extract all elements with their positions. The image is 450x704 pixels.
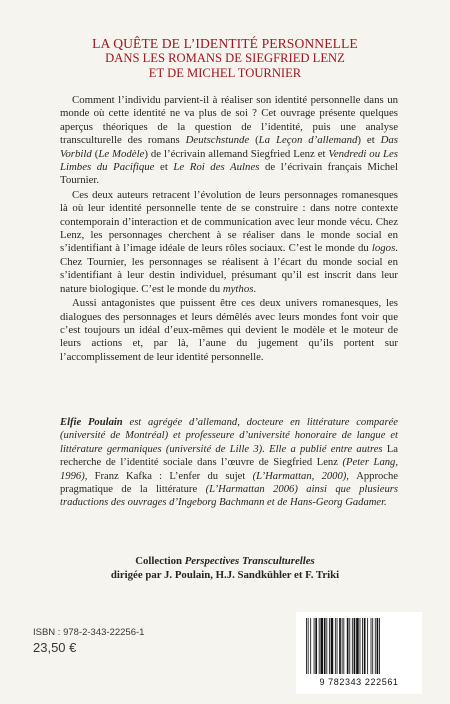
summary-paragraph-3: Aussi antagonistes que puissent être ces deux univers romanesques, les dialogues des personnages et leurs démêlés avec leurs mondes font voir que c’est toujours un idéal d’eux-mêmes qui devient le modèle et le moteur de leurs actions et, par là, l’aune du jugement qu’ils portent sur l’accomplissement de leur identité personnelle. xyxy=(60,297,398,363)
title-ref: Das Vorbild xyxy=(60,134,398,160)
barcode-bar xyxy=(339,618,341,674)
work-title: La recherche de l’identité sociale dans l’œuvre de Siegfried Lenz xyxy=(60,443,398,469)
title-line-1: LA QUÊTE DE L’IDENTITÉ PERSONNELLE xyxy=(92,36,358,51)
term: logos xyxy=(371,242,396,255)
text: de l’écrivain français Michel Tournier. xyxy=(60,161,398,187)
barcode-bar xyxy=(335,618,336,674)
barcode-bars xyxy=(304,618,414,676)
book-summary xyxy=(60,94,398,364)
collection-info xyxy=(40,555,410,582)
text: (L’Harmattan 2006) ainsi que plusieurs traductions des ouvrages d’Ingeborg Bachmann et de Hans-Georg Gadamer. xyxy=(60,484,398,509)
text: ) de l’écrivain allemand Siegfried Lenz et xyxy=(144,147,329,160)
text: Collection xyxy=(135,555,185,567)
barcode-bar xyxy=(310,618,311,674)
text: (Peter Lang, 1996), xyxy=(60,457,398,482)
term: mythos xyxy=(222,282,254,295)
collection-line-2: dirigée par J. Poulain, H.J. Sandkühler et F. Triki xyxy=(110,568,340,581)
barcode-bar xyxy=(356,618,359,674)
barcode-bar xyxy=(343,618,344,674)
title-ref: La Leçon d’allemand xyxy=(258,134,358,147)
title-ref: Deutschstunde xyxy=(185,134,250,147)
author-name: Elfie Poulain xyxy=(60,417,123,428)
author-bio xyxy=(60,416,398,510)
work-title: Approche pragmatique de la littérature xyxy=(60,470,398,496)
text: Ces deux auteurs retracent l’évolution de leurs personnages romanesques là où leur identité personnelle tente de se construire : dans notre contexte contemporain d’interaction et de communication avec leur monde vécu. Chez Lenz, les personnages cherchent à se réaliser dans le monde social en s’identifiant à l’image idéale de leurs rôles sociaux. C’est le monde du xyxy=(60,188,398,255)
barcode-bar xyxy=(367,618,368,674)
title-ref: Le Modèle xyxy=(98,147,145,160)
barcode-digits: 9 782343 222561 xyxy=(319,677,399,687)
collection-line-1 xyxy=(40,555,410,569)
barcode-bar xyxy=(379,618,380,674)
text: ) et xyxy=(357,134,381,147)
barcode-bar xyxy=(347,618,349,674)
work-title: Franz Kafka : L’enfer du sujet xyxy=(94,470,246,482)
price: 23,50 € xyxy=(33,640,77,655)
title-line-3: ET DE MICHEL TOURNIER xyxy=(148,66,302,80)
text: ( xyxy=(249,134,259,147)
barcode-bar xyxy=(315,618,317,674)
barcode-bar xyxy=(331,618,334,674)
title-ref: Le Roi des Aulnes xyxy=(173,161,260,174)
text: est agrégée d’allemand, docteure en littérature comparée (université de Montréal) et professeure d’université honoraire de langue et littérature germaniques (université de Lille 3). Elle a publié entre autres xyxy=(60,417,398,455)
barcode xyxy=(296,612,422,694)
barcode-bar xyxy=(329,618,330,674)
barcode-bar xyxy=(314,618,315,674)
book-title xyxy=(40,36,410,81)
text: . xyxy=(253,282,257,295)
summary-paragraph-2 xyxy=(60,189,398,296)
text: . Chez Tournier, les personnages se réalisent à l’écart du monde social en s’identifiant à leur destin individuel, présumant qu’il est inscrit dans leur nature biologique. C’est le monde du xyxy=(60,242,398,295)
barcode-bar xyxy=(324,618,326,674)
summary-paragraph-1 xyxy=(60,94,398,188)
barcode-bar xyxy=(360,618,361,674)
barcode-bar xyxy=(308,618,309,674)
barcode-bar xyxy=(320,618,323,674)
barcode-bar xyxy=(306,618,307,674)
barcode-bar xyxy=(371,618,372,674)
text: Comment l’individu parvient-il à réaliser son identité personnelle dans un monde où cette identité ne va plus de soi ? Cet ouvrage présente quelques aperçus théoriques de la question de l’identité, puis une analyse transculturelle des romans xyxy=(60,94,398,147)
text: ( xyxy=(91,147,99,160)
barcode-bar xyxy=(377,618,379,674)
barcode-bar xyxy=(337,618,338,674)
barcode-bar xyxy=(362,618,363,674)
title-ref: Vendredi ou Les Limbes du Pacifique xyxy=(60,147,399,174)
barcode-bar xyxy=(354,618,356,674)
collection-name: Perspectives Transculturelles xyxy=(184,555,315,567)
barcode-bar xyxy=(342,618,343,674)
barcode-bar xyxy=(352,618,353,674)
text: et xyxy=(154,161,174,174)
barcode-bar xyxy=(349,618,350,674)
title-line-2: DANS LES ROMANS DE SIEGFRIED LENZ xyxy=(105,51,345,65)
barcode-bar xyxy=(326,618,327,674)
barcode-bar xyxy=(375,618,376,674)
barcode-bar xyxy=(319,618,320,674)
isbn: ISBN : 978-2-343-22256-1 xyxy=(33,627,145,638)
barcode-bar xyxy=(364,618,366,674)
barcode-bar xyxy=(372,618,373,674)
text: (L’Harmattan, 2000), xyxy=(245,470,357,482)
